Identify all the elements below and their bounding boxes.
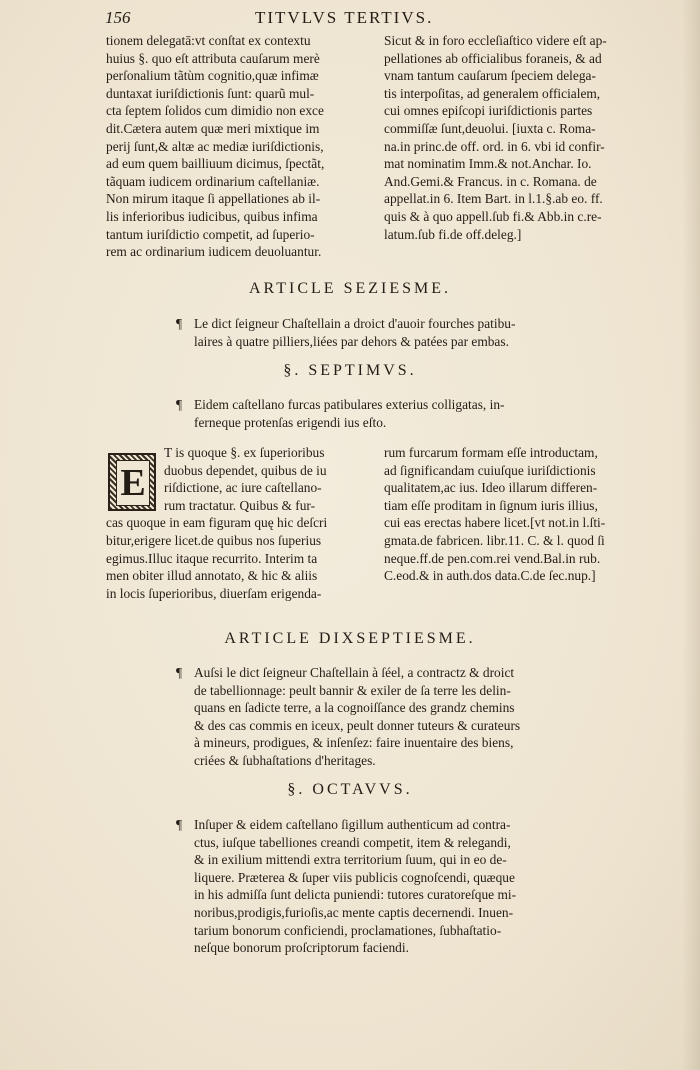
text-line: C.eod.& in auth.dos data.C.de ſec.nup.] — [384, 568, 596, 584]
page-number: 156 — [105, 8, 131, 27]
text-line: pellationes ab officialibus foraneis, & ad — [384, 50, 602, 66]
text-line: tarium bonorum conficiendi, proclamationes, ſubhaſtatio- — [194, 922, 502, 938]
text-line: tionem delegatā:vt conſtat ex contextu — [106, 33, 311, 48]
text-line: duntaxat iuriſdictionis ſunt: quarũ mul- — [106, 85, 315, 101]
text-line: Sicut & in foro eccleſiaſtico videre eſt ap- — [384, 33, 607, 48]
text-line: appellat.in 6. Item Bart. in l.1.§.ab eo. ff. — [384, 191, 603, 207]
text-line: neque.ff.de pen.com.rei vend.Bal.in rub. — [384, 550, 601, 566]
section-heading: §. SEPTIMVS. — [283, 362, 417, 379]
text-line: quans en ſadicte terre, a la cognoiſſance des grandz chemins — [194, 700, 515, 716]
pilcrow-icon: ¶ — [176, 397, 183, 412]
text-line: ¶ Le dict ſeigneur Chaſtellain a droict d'auoir fourches patibu- — [176, 316, 516, 331]
text-line: commiſſæ ſunt,deuolui. [iuxta c. Roma- — [384, 120, 596, 136]
text-line: rum tractatur. Quibus & fur- — [164, 497, 316, 513]
page-gutter-shadow — [682, 0, 700, 1070]
text-line: criées & ſubhaſtations d'heritages. — [194, 752, 376, 768]
text-line: laires à quatre pilliers,liées par dehors & patées par embas. — [194, 333, 509, 349]
section2-left-column — [106, 444, 368, 602]
section-heading: §. OCTAVVS. — [287, 781, 413, 798]
text-line: ferneque protenſas erigendi ius eſto. — [194, 414, 387, 430]
text-line: tantum iuriſdictio competit, ad ſuperio- — [106, 226, 315, 242]
text-line: cui eas erectas habere licet.[vt not.in l.ſti- — [384, 515, 606, 531]
text-line: na.in princ.de off. ord. in 6. vbi id confir- — [384, 138, 605, 154]
text-line: T is quoque §. ex ſuperioribus — [164, 445, 325, 460]
text-line: Non mirum itaque ſi appellationes ab il- — [106, 191, 321, 207]
text-line: duobus dependet, quibus de iu — [164, 462, 327, 478]
text-line: quis & à quo appell.ſub fi.& Abb.in c.re- — [384, 208, 602, 224]
text-line: de tabellionnage: peult bannir & exiler de ſa terre les delin- — [194, 682, 511, 698]
initial-letter: E — [116, 460, 150, 506]
text-line: ad ſignificandam cuiuſque iuriſdictionis — [384, 462, 596, 478]
text-line: men obiter illud annotato, & hic & aliis — [106, 568, 318, 584]
text-line: gmata.de fabricen. libr.11. C. & l. quod ſi — [384, 532, 605, 548]
text-line: And.Gemi.& Francus. in c. Romana. de — [384, 173, 597, 189]
article-heading: ARTICLE SEZIESME. — [248, 280, 452, 297]
text-line: tis interpoſitas, ad generalem officialem, — [384, 85, 601, 101]
text-line: perſonalium tãtùm cognitio,quæ infimæ — [106, 68, 319, 84]
text-line: perij ſunt,& altæ ac mediæ iuriſdictionis, — [106, 138, 324, 154]
text-line: & in exilium mittendi extra territorium ſuum, qui in eo de- — [194, 852, 507, 868]
text-line: qualitatem,ac ius. Ideo illarum differen- — [384, 480, 598, 496]
text-line: ad eum quem bailliuum dicimus, ſpectãt, — [106, 156, 325, 172]
article-paragraph — [176, 664, 576, 770]
text-line: & des cas commis en iceux, peult donner tuteurs & curateurs — [194, 717, 521, 733]
text-line: riſdictione, ac iure caſtellano- — [164, 480, 322, 496]
text-line: ¶ Inſuper & eidem caſtellano ſigillum authenticum ad contra- — [176, 817, 511, 832]
section2-right-column — [384, 444, 644, 585]
text-line: noribus,prodigis,furioſis,ac mente captis decernendi. Inuen- — [194, 904, 514, 920]
text-line: rem ac ordinarium iudicem deuoluantur. — [106, 244, 322, 260]
text-line: in his admiſſa ſunt delicta puniendi: tutores curatoreſque mi- — [194, 887, 517, 903]
text-line: bitur,erigere licet.de quibus nos ſuperius — [106, 532, 322, 548]
running-head — [105, 8, 505, 30]
text-line: tiam eſſe proditam in ſignum iuris illius, — [384, 497, 598, 513]
text-line: cta ſeptem ſolidos cum dimidio non exce — [106, 103, 324, 119]
text-line: cas quoque in eam figuram quę hic deſcri — [106, 515, 328, 531]
text-line: cui omnes epiſcopi iuriſdictionis partes — [384, 103, 593, 119]
article-heading: ARTICLE DIXSEPTIESME. — [224, 630, 476, 647]
article-paragraph — [176, 315, 576, 350]
text-line: rum furcarum formam eſſe introductam, — [384, 445, 598, 460]
text-line: liquere. Præterea & ſuper viis publicis cognoſcendi, quæque — [194, 869, 515, 885]
section-paragraph — [176, 816, 576, 957]
text-line: huius §. quo eſt attributa cauſarum merè — [106, 50, 320, 66]
text-line: vnam tantum cauſarum ſpeciem delega- — [384, 68, 596, 84]
text-line: lis inferioribus iudicibus, quibus infima — [106, 208, 318, 224]
pilcrow-icon: ¶ — [176, 316, 183, 331]
running-title: TITVLVS TERTIVS. — [255, 8, 434, 27]
text-line: latum.ſub fi.de off.deleg.] — [384, 226, 522, 242]
pilcrow-icon: ¶ — [176, 665, 183, 680]
text-line: ctus, iuſque tabelliones creandi competit, item & relegandi, — [194, 834, 511, 850]
text-line: neſque bonorum proſcriptorum faciendi. — [194, 940, 409, 956]
text-line: dit.Cætera autem quæ meri mixtique im — [106, 120, 320, 136]
text-line: in locis ſuperioribus, diuerſam erigenda- — [106, 585, 322, 601]
text-line: ¶ Eidem caſtellano furcas patibulares exterius colligatas, in- — [176, 397, 505, 412]
section1-left-column — [106, 32, 368, 261]
text-line: egimus.Illuc itaque recurrito. Interim ta — [106, 550, 318, 566]
pilcrow-icon: ¶ — [176, 817, 183, 832]
text-line: tãquam iudicem ordinarium caſtellaniæ. — [106, 173, 320, 189]
section-paragraph — [176, 396, 576, 431]
text-line: mat nominatim Imm.& not.Anchar. Io. — [384, 156, 592, 172]
section1-right-column — [384, 32, 644, 243]
text-line: à mineurs, prodigues, & inſenſez: faire inuentaire des biens, — [194, 735, 514, 751]
text-line: ¶ Auſsi le dict ſeigneur Chaſtellain à ſéel, a contractz & droict — [176, 665, 515, 680]
